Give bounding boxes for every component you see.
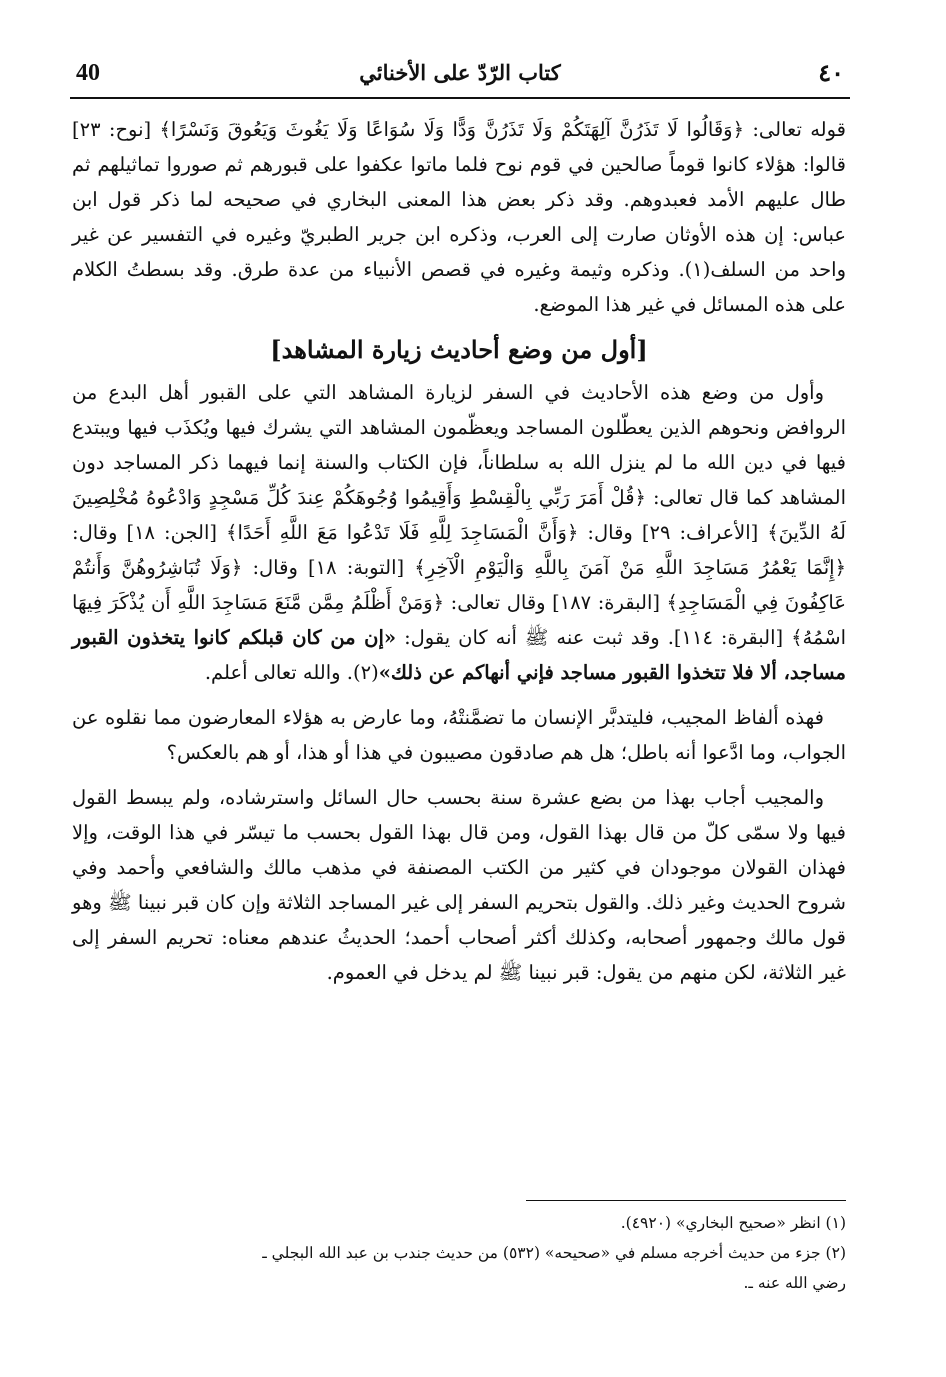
- footnote-divider: [526, 1200, 846, 1201]
- section-heading: [أول من وضع أحاديث زيارة المشاهد]: [270, 335, 648, 364]
- header-divider: [70, 97, 850, 99]
- footnote-2-line-1: (٢) جزء من حديث أخرجه مسلم في «صحيحه» (٥٣٢) من حديث جندب بن عبد الله البجلي ـ: [262, 1244, 846, 1262]
- footnote-2-line-2: رضي الله عنه ـ.: [743, 1274, 846, 1292]
- paragraph-3: فهذه ألفاظ المجيب، فليتدبَّر الإنسان ما تضمَّنتْهُ، وما عارض به هؤلاء المعارضون مما نقلوه عن الجواب، وما ادَّعوا أنه باطل؛ هل هم صادقون مصيبون في هذا أو هذا، أو هم بالعكس؟: [72, 706, 846, 764]
- paragraph-4: والمجيب أجاب بهذا من بضع عشرة سنة بحسب حال السائل واسترشاده، ولم يبسط القول فيها ولا سمّى كلّ من قال بهذا القول، ومن قال بهذا القول بحسب ما تيسّر في هذا الوقت، وإلا فهذان القولان موجودان في كثير من الكتب المصنفة في مذهب مالك والشافعي وأحمد وفي شروح الحديث وغير ذلك. والقول بتحريم السفر إلى غير المساجد الثلاثة وإن كان قبر نبينا ﷺ وهو قول مالك وجمهور أصحابه، وكذلك أكثر أصحاب أحمد؛ الحديثُ عندهم معناه: تحريم السفر إلى غير الثلاثة، لكن منهم من يقول: قبر نبينا ﷺ لم يدخل في العموم.: [72, 786, 846, 984]
- footnote-1: (١) انظر «صحيح البخاري» (٤٩٢٠).: [620, 1214, 846, 1232]
- paragraph-2-text: وأول من وضع هذه الأحاديث في السفر لزيارة المشاهد التي على القبور أهل البدع من الروافض ونحوهم الذين يعطّلون المساجد ويعظّمون المشاهد التي يشرك فيها ويُكذَب فيها ويبتدع فيها في دين الله ما لم ينزل الله به سلطاناً، فإن الكتاب والسنة إنما فيهما ذكر المساجد دون المشاهد كما قال تعالى: ﴿قُلْ أَمَرَ رَبِّي بِالْقِسْطِ وَأَقِيمُوا وُجُوهَكُمْ عِندَ كُلِّ مَسْجِدٍ وَادْعُوهُ مُخْلِصِينَ لَهُ الدِّينَ﴾ [الأعراف: ٢٩] وقال: ﴿وَأَنَّ الْمَسَاجِدَ لِلَّهِ فَلَا تَدْعُوا مَعَ اللَّهِ أَحَدًا﴾ [الجن: ١٨] وقال: ﴿إِنَّمَا يَعْمُرُ مَسَاجِدَ اللَّهِ مَنْ آمَنَ بِاللَّهِ وَالْيَوْمِ الْآخِرِ﴾ [التوبة: ١٨] وقال: ﴿وَلَا تُبَاشِرُوهُنَّ وَأَنتُمْ عَاكِفُونَ فِي الْمَسَاجِدِ﴾ [البقرة: ١٨٧] وقال تعالى: ﴿وَمَنْ أَظْلَمُ مِمَّن مَّنَعَ مَسَاجِدَ اللَّهِ أَن يُذْكَرَ فِيهَا اسْمُهُ﴾ [البقرة: ١١٤]. وقد ثبت عنه ﷺ أنه كان يقول:: [72, 381, 847, 649]
- page-header: [70, 52, 850, 96]
- hadith-quote: «إن من كان قبلكم كانوا يتخذون القبور مساجد، ألا فلا تتخذوا القبور مساجد فإني أنهاكم عن ذلك»: [72, 626, 846, 684]
- paragraph-1: قوله تعالى: ﴿وَقَالُوا لَا تَذَرُنَّ آلِهَتَكُمْ وَلَا تَذَرُنَّ وَدًّا وَلَا سُوَاعًا وَلَا يَغُوثَ وَيَعُوقَ وَنَسْرًا﴾ [نوح: ٢٣] قالوا: هؤلاء كانوا قوماً صالحين في قوم نوح فلما ماتوا عكفوا على قبورهم ثم صوروا تماثيلهم ثم طال عليهم الأمد فعبدوهم. وقد ذكر بعض هذا المعنى البخاري في صحيحه لما ذكر قول ابن عباس: إن هذه الأوثان صارت إلى العرب، وذكره ابن جرير الطبريّ وغيره في التفسير عن غير واحد من السلف(١). وذكره وثيمة وغيره في قصص الأنبياء من عدة طرق. وقد بسطتُ الكلام على هذه المسائل في غير هذا الموضع.: [72, 118, 846, 316]
- page-number-latin: 40: [76, 60, 100, 86]
- page-number-arabic: ٤٠: [818, 58, 844, 87]
- paragraph-2: [72, 375, 846, 690]
- paragraph-2-end: (٢). والله تعالى أعلم.: [204, 661, 379, 684]
- running-title: كتاب الرّدّ على الأخنائي: [359, 60, 561, 85]
- main-text: [72, 112, 846, 1000]
- footnotes: [72, 1208, 846, 1298]
